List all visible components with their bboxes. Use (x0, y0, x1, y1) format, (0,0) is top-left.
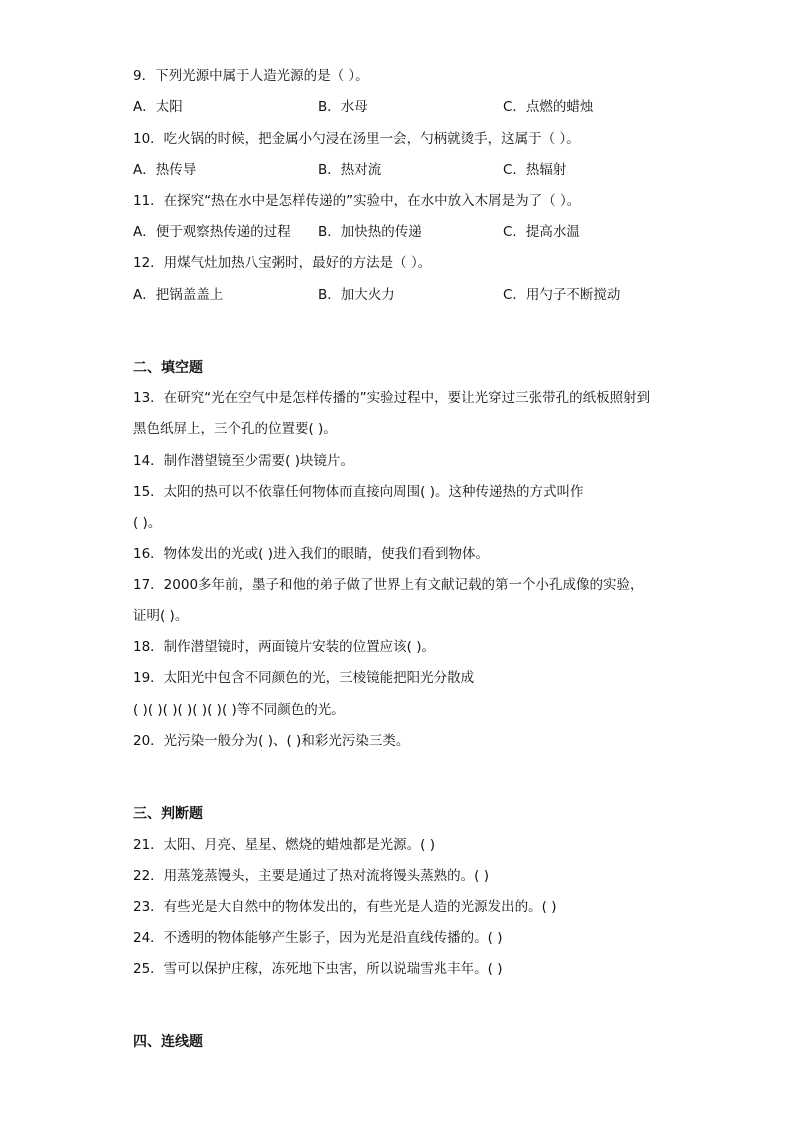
judge-line-24: 24．不透明的物体能够产生影子，因为光是沿直线传播的。( ) (133, 930, 503, 946)
option-12-b: B．加大火力 (318, 287, 395, 303)
option-10-a: A．热传导 (133, 162, 197, 178)
question-12: 12．用煤气灶加热八宝粥时，最好的方法是（ ）。 (133, 255, 432, 271)
option-9-a: A．太阳 (133, 99, 183, 115)
fill-line-20: 20．光污染一般分为( )、( )和彩光污染三类。 (133, 733, 410, 749)
fill-line-19a: 19．太阳光中包含不同颜色的光，三棱镜能把阳光分散成 (133, 670, 475, 686)
judge-line-21: 21．太阳、月亮、星星、燃烧的蜡烛都是光源。( ) (133, 837, 436, 853)
option-9-c: C．点燃的蜡烛 (503, 99, 594, 115)
question-10: 10．吃火锅的时候，把金属小勺浸在汤里一会，勺柄就烫手，这属于（ ）。 (133, 131, 580, 147)
option-12-c: C．用勺子不断搅动 (503, 287, 621, 303)
fill-line-16: 16．物体发出的光或( )进入我们的眼睛，使我们看到物体。 (133, 546, 490, 562)
option-12-a: A．把锅盖盖上 (133, 287, 224, 303)
fill-line-13a: 13．在研究“光在空气中是怎样传播的”实验过程中，要让光穿过三张带孔的纸板照射到 (133, 390, 651, 406)
option-11-b: B．加快热的传递 (318, 224, 422, 240)
option-11-a: A．便于观察热传递的过程 (133, 224, 291, 240)
fill-line-17a: 17．2000多年前，墨子和他的弟子做了世界上有文献记载的第一个小孔成像的实验， (133, 577, 644, 593)
judge-line-25: 25．雪可以保护庄稼，冻死地下虫害，所以说瑞雪兆丰年。( ) (133, 961, 503, 977)
fill-line-13b: 黑色纸屏上，三个孔的位置要( )。 (133, 421, 337, 437)
option-9-b: B．水母 (318, 99, 368, 115)
option-10-c: C．热辐射 (503, 162, 567, 178)
fill-line-19b: ( )( )( )( )( )( )( )等不同颜色的光。 (133, 702, 345, 718)
judge-line-23: 23．有些光是大自然中的物体发出的，有些光是人造的光源发出的。( ) (133, 899, 557, 915)
match-section-heading: 四、连线题 (133, 1034, 203, 1050)
judge-section-heading: 三、判断题 (133, 806, 203, 822)
question-9: 9．下列光源中属于人造光源的是（ ）。 (133, 68, 369, 84)
fill-line-18: 18．制作潜望镜时，两面镜片安装的位置应该( )。 (133, 639, 436, 655)
fill-line-15a: 15．太阳的热可以不依靠任何物体而直接向周围( )。这种传递热的方式叫作 (133, 484, 584, 500)
fill-line-17b: 证明( )。 (133, 608, 189, 624)
fill-section-heading: 二、填空题 (133, 360, 203, 376)
judge-line-22: 22．用蒸笼蒸馒头，主要是通过了热对流将馒头蒸熟的。( ) (133, 868, 490, 884)
fill-line-14: 14．制作潜望镜至少需要( )块镜片。 (133, 453, 355, 469)
fill-line-15b: ( )。 (133, 515, 162, 531)
question-11: 11．在探究“热在水中是怎样传递的”实验中，在水中放入木屑是为了（ ）。 (133, 193, 581, 209)
option-10-b: B．热对流 (318, 162, 382, 178)
option-11-c: C．提高水温 (503, 224, 580, 240)
